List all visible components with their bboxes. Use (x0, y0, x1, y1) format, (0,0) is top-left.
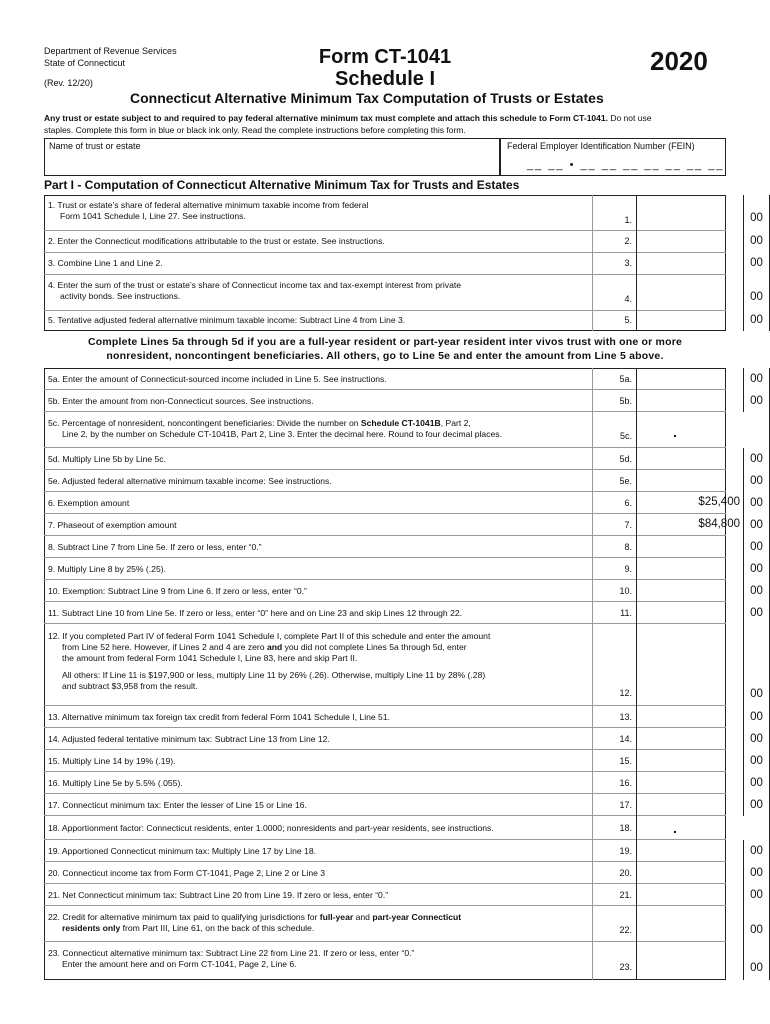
line-5c-label-a2: , Part 2, (440, 418, 471, 428)
line-19-label: 19. Apportioned Connecticut minimum tax: Multiply Line 17 by Line 18. (48, 846, 316, 856)
line-5-row (44, 311, 763, 331)
line-3-label: 3. Combine Line 1 and Line 2. (48, 258, 163, 268)
fein-field-label: Federal Employer Identification Number (FEIN) (507, 141, 695, 151)
line-21-cents: 00 (744, 884, 770, 906)
line-1-number: 1. (592, 195, 636, 231)
line-20-number: 20. (592, 862, 636, 884)
line-10-number: 10. (592, 580, 636, 602)
line-5a-row (44, 368, 763, 390)
line-14-row (44, 728, 763, 750)
line-22-label-a1: 22. Credit for alternative minimum tax paid to qualifying jurisdictions for (48, 912, 320, 922)
line-11-number: 11. (592, 602, 636, 624)
part1-title: Part I - Computation of Connecticut Alternative Minimum Tax for Trusts and Estates (44, 178, 520, 192)
line-4-cents: 00 (744, 275, 770, 311)
line-5e-input[interactable] (636, 470, 744, 492)
line-7-value: $84,800 (636, 514, 744, 536)
form-number: Form CT-1041 (318, 46, 452, 68)
line-9-row (44, 558, 763, 580)
line-13-input[interactable] (636, 706, 744, 728)
line-23-label-b: Enter the amount here and on Form CT-1041, Page 2, Line 6. (62, 959, 297, 969)
line-12-cents: 00 (744, 624, 770, 706)
line-5d-cents: 00 (744, 448, 770, 470)
line-11-row (44, 602, 763, 624)
line-6-label: 6. Exemption amount (48, 498, 130, 508)
line-13-label: 13. Alternative minimum tax foreign tax credit from federal Form 1041 Schedule I, Line 51. (48, 712, 391, 722)
line-2-row (44, 231, 763, 253)
line-14-number: 14. (592, 728, 636, 750)
line-1-label-a: 1. Trust or estate’s share of federal alternative minimum taxable income from federal (48, 200, 369, 210)
line-9-number: 9. (592, 558, 636, 580)
line-11-input[interactable] (636, 602, 744, 624)
line-5c-row (44, 412, 726, 448)
line-16-cents: 00 (744, 772, 770, 794)
line-7-row (44, 514, 763, 536)
line-5e-label: 5e. Adjusted federal alternative minimum taxable income: See instructions. (48, 476, 332, 486)
line-8-row (44, 536, 763, 558)
line-5d-input[interactable] (636, 448, 744, 470)
line-6-cents: 00 (744, 492, 770, 514)
line-5-number: 5. (592, 311, 636, 331)
line-5d-number: 5d. (592, 448, 636, 470)
line-5e-number: 5e. (592, 470, 636, 492)
line-5c-label-bold: Schedule CT-1041B (360, 418, 441, 428)
line-18-input[interactable] (636, 816, 770, 840)
line-13-cents: 00 (744, 706, 770, 728)
line-18-label: 18. Apportionment factor: Connecticut residents, enter 1.0000; nonresidents and part-year residents, see instructions. (48, 823, 494, 833)
line-12-number: 12. (592, 624, 636, 706)
line-23-row (44, 942, 763, 980)
line-16-row (44, 772, 763, 794)
line-8-input[interactable] (636, 536, 744, 558)
line-19-row (44, 840, 763, 862)
line-8-cents: 00 (744, 536, 770, 558)
line-17-row (44, 794, 763, 816)
line-22-label-bold2: part-year Connecticut (372, 912, 462, 922)
line-12-label-a: 12. If you completed Part IV of federal Form 1041 Schedule I, complete Part II of this schedule and enter the amount (48, 631, 491, 641)
line-5-input[interactable] (636, 311, 744, 331)
line-2-input[interactable] (636, 231, 744, 253)
line-20-cents: 00 (744, 862, 770, 884)
line-6-number: 6. (592, 492, 636, 514)
line-4-row (44, 275, 763, 311)
line-21-label: 21. Net Connecticut minimum tax: Subtract Line 20 from Line 19. If zero or less, enter “0.” (48, 890, 389, 900)
line-16-input[interactable] (636, 772, 744, 794)
line-5a-label: 5a. Enter the amount of Connecticut-sourced income included in Line 5. See instructions. (48, 374, 387, 384)
line-5a-input[interactable] (636, 368, 744, 390)
line-6-value: $25,400 (636, 492, 744, 514)
line-17-number: 17. (592, 794, 636, 816)
line-10-row (44, 580, 763, 602)
line-15-row (44, 750, 763, 772)
note-line1: Complete Lines 5a through 5d if you are a full-year resident or part-year resident inter vivos trust with one or more (87, 336, 683, 348)
name-field[interactable] (44, 138, 500, 176)
line-15-number: 15. (592, 750, 636, 772)
page-title: Connecticut Alternative Minimum Tax Computation of Trusts or Estates (130, 90, 604, 106)
line-15-label: 15. Multiply Line 14 by 19% (.19). (48, 756, 176, 766)
line-17-input[interactable] (636, 794, 744, 816)
line-22-number: 22. (592, 906, 636, 942)
line-3-number: 3. (592, 253, 636, 275)
line-14-input[interactable] (636, 728, 744, 750)
line-12-label-bold: and (266, 642, 283, 652)
line-17-label: 17. Connecticut minimum tax: Enter the lesser of Line 15 or Line 16. (48, 800, 307, 810)
line-5c-number: 5c. (592, 412, 636, 448)
line-22-label-a2: and (353, 912, 373, 922)
line-5b-input[interactable] (636, 390, 744, 412)
line-3-cents: 00 (744, 253, 770, 275)
line-9-input[interactable] (636, 558, 744, 580)
line-5a-number: 5a. (592, 368, 636, 390)
line-2-label: 2. Enter the Connecticut modifications attributable to the trust or estate. See instructions. (48, 236, 385, 246)
line-5c-decimal: . (673, 424, 677, 440)
line-5c-label-a1: 5c. Percentage of nonresident, noncontingent beneficiaries: Divide the number on (48, 418, 361, 428)
line-7-label: 7. Phaseout of exemption amount (48, 520, 177, 530)
line-22-row (44, 906, 763, 942)
line-5-label: 5. Tentative adjusted federal alternative minimum taxable income: Subtract Line 4 from Line 3. (48, 315, 406, 325)
line-23-cents: 00 (744, 942, 770, 980)
line-4-label-b: activity bonds. See instructions. (60, 291, 181, 301)
line-9-label: 9. Multiply Line 8 by 25% (.25). (48, 564, 166, 574)
state-name: State of Connecticut (44, 58, 126, 68)
line-23-number: 23. (592, 942, 636, 980)
instructions-bold: Any trust or estate subject to and required to pay federal alternative minimum tax must complete and attach this schedule to Form CT-1041. (44, 113, 608, 123)
line-8-label: 8. Subtract Line 7 from Line 5e. If zero or less, enter “0.” (48, 542, 262, 552)
line-15-cents: 00 (744, 750, 770, 772)
lines-5a-5d-note (44, 335, 726, 363)
line-14-cents: 00 (744, 728, 770, 750)
line-12-label-e: and subtract $3,958 from the result. (62, 681, 198, 691)
line-12-label-b2: you did not complete Lines 5a through 5d, enter (282, 642, 467, 652)
line-1-row (44, 195, 763, 231)
line-18-decimal: . (673, 820, 677, 836)
line-1-cents: 00 (744, 195, 770, 231)
line-5d-row (44, 448, 763, 470)
note-line2: nonresident, noncontingent beneficiaries. All others, go to Line 5e and enter the amount from Line 5 above. (106, 350, 664, 362)
line-7-cents: 00 (744, 514, 770, 536)
line-4-input[interactable] (636, 275, 744, 311)
schedule-name: Schedule I (334, 68, 436, 90)
line-7-number: 7. (592, 514, 636, 536)
line-5d-label: 5d. Multiply Line 5b by Line 5c. (48, 454, 166, 464)
line-5-cents: 00 (744, 311, 770, 331)
line-17-cents: 00 (744, 794, 770, 816)
line-4-number: 4. (592, 275, 636, 311)
line-5b-label: 5b. Enter the amount from non-Connecticut sources. See instructions. (48, 396, 314, 406)
line-5a-cents: 00 (744, 368, 770, 390)
line-5b-cents: 00 (744, 390, 770, 412)
instructions (44, 112, 734, 136)
fein-field[interactable] (500, 138, 726, 176)
line-21-input[interactable] (636, 884, 744, 906)
department-name: Department of Revenue Services (44, 46, 177, 56)
line-18-row (44, 816, 726, 840)
revision-date: (Rev. 12/20) (44, 78, 93, 88)
line-12-label-c: the amount from federal Form 1041 Schedule I, Line 83, here and skip Part II. (62, 653, 358, 663)
line-2-cents: 00 (744, 231, 770, 253)
instructions-tail: Do not use (607, 113, 652, 123)
line-22-label-b2: from Part III, Line 61, on the back of this schedule. (120, 923, 315, 933)
line-15-input[interactable] (636, 750, 744, 772)
line-19-cents: 00 (744, 840, 770, 862)
line-5b-number: 5b. (592, 390, 636, 412)
line-22-cents: 00 (744, 906, 770, 942)
line-13-number: 13. (592, 706, 636, 728)
line-22-label-bold3: residents only (62, 923, 121, 933)
line-1-label-b: Form 1041 Schedule I, Line 27. See instructions. (60, 211, 246, 221)
line-5e-cents: 00 (744, 470, 770, 492)
fein-placeholder: __ __ • __ __ __ __ __ __ __ (527, 159, 725, 171)
line-19-number: 19. (592, 840, 636, 862)
line-1-input[interactable] (636, 195, 744, 231)
line-4-label-a: 4. Enter the sum of the trust or estate’s share of Connecticut income tax and tax-exempt interest from private (48, 280, 462, 290)
line-23-label-a: 23. Connecticut alternative minimum tax: Subtract Line 22 from Line 21. If zero or less, enter “0.” (48, 948, 415, 958)
line-2-number: 2. (592, 231, 636, 253)
line-12-row (44, 624, 763, 706)
line-5c-input[interactable] (636, 412, 770, 448)
name-field-label: Name of trust or estate (49, 141, 141, 151)
line-12-label-d: All others: If Line 11 is $197,900 or less, multiply Line 11 by 26% (.26). Otherwise, multiply Line 11 by 28% (.28) (62, 670, 486, 680)
line-3-input[interactable] (636, 253, 744, 275)
line-5b-row (44, 390, 763, 412)
line-8-number: 8. (592, 536, 636, 558)
line-16-number: 16. (592, 772, 636, 794)
line-5e-row (44, 470, 763, 492)
line-20-label: 20. Connecticut income tax from Form CT-1041, Page 2, Line 2 or Line 3 (48, 868, 326, 878)
line-12-label-b1: from Line 52 here. However, if Lines 2 and 4 are zero (62, 642, 267, 652)
line-5c-label-b: Line 2, by the number on Schedule CT-1041B, Part 2, Line 3. Enter the decimal here. Round to four decimal places. (62, 429, 502, 439)
line-21-row (44, 884, 763, 906)
tax-year: 2020 (650, 46, 708, 76)
line-21-number: 21. (592, 884, 636, 906)
line-20-row (44, 862, 763, 884)
line-3-row (44, 253, 763, 275)
line-14-label: 14. Adjusted federal tentative minimum tax: Subtract Line 13 from Line 12. (48, 734, 330, 744)
line-19-input[interactable] (636, 840, 744, 862)
line-13-row (44, 706, 763, 728)
line-22-input[interactable] (636, 906, 744, 942)
line-20-input[interactable] (636, 862, 744, 884)
line-10-input[interactable] (636, 580, 744, 602)
line-11-label: 11. Subtract Line 10 from Line 5e. If zero or less, enter “0” here and on Line 23 and skip Lines 12 through 22. (48, 608, 463, 618)
line-11-cents: 00 (744, 602, 770, 624)
line-22-label-bold1: full-year (319, 912, 354, 922)
line-6-row (44, 492, 763, 514)
line-18-number: 18. (592, 816, 636, 840)
line-16-label: 16. Multiply Line 5e by 5.5% (.055). (48, 778, 183, 788)
line-9-cents: 00 (744, 558, 770, 580)
instructions-line2: staples. Complete this form in blue or black ink only. Read the complete instructions before completing this form. (44, 125, 466, 135)
line-10-cents: 00 (744, 580, 770, 602)
line-12-input[interactable] (636, 624, 744, 706)
line-23-input[interactable] (636, 942, 744, 980)
line-10-label: 10. Exemption: Subtract Line 9 from Line 6. If zero or less, enter “0.” (48, 586, 307, 596)
